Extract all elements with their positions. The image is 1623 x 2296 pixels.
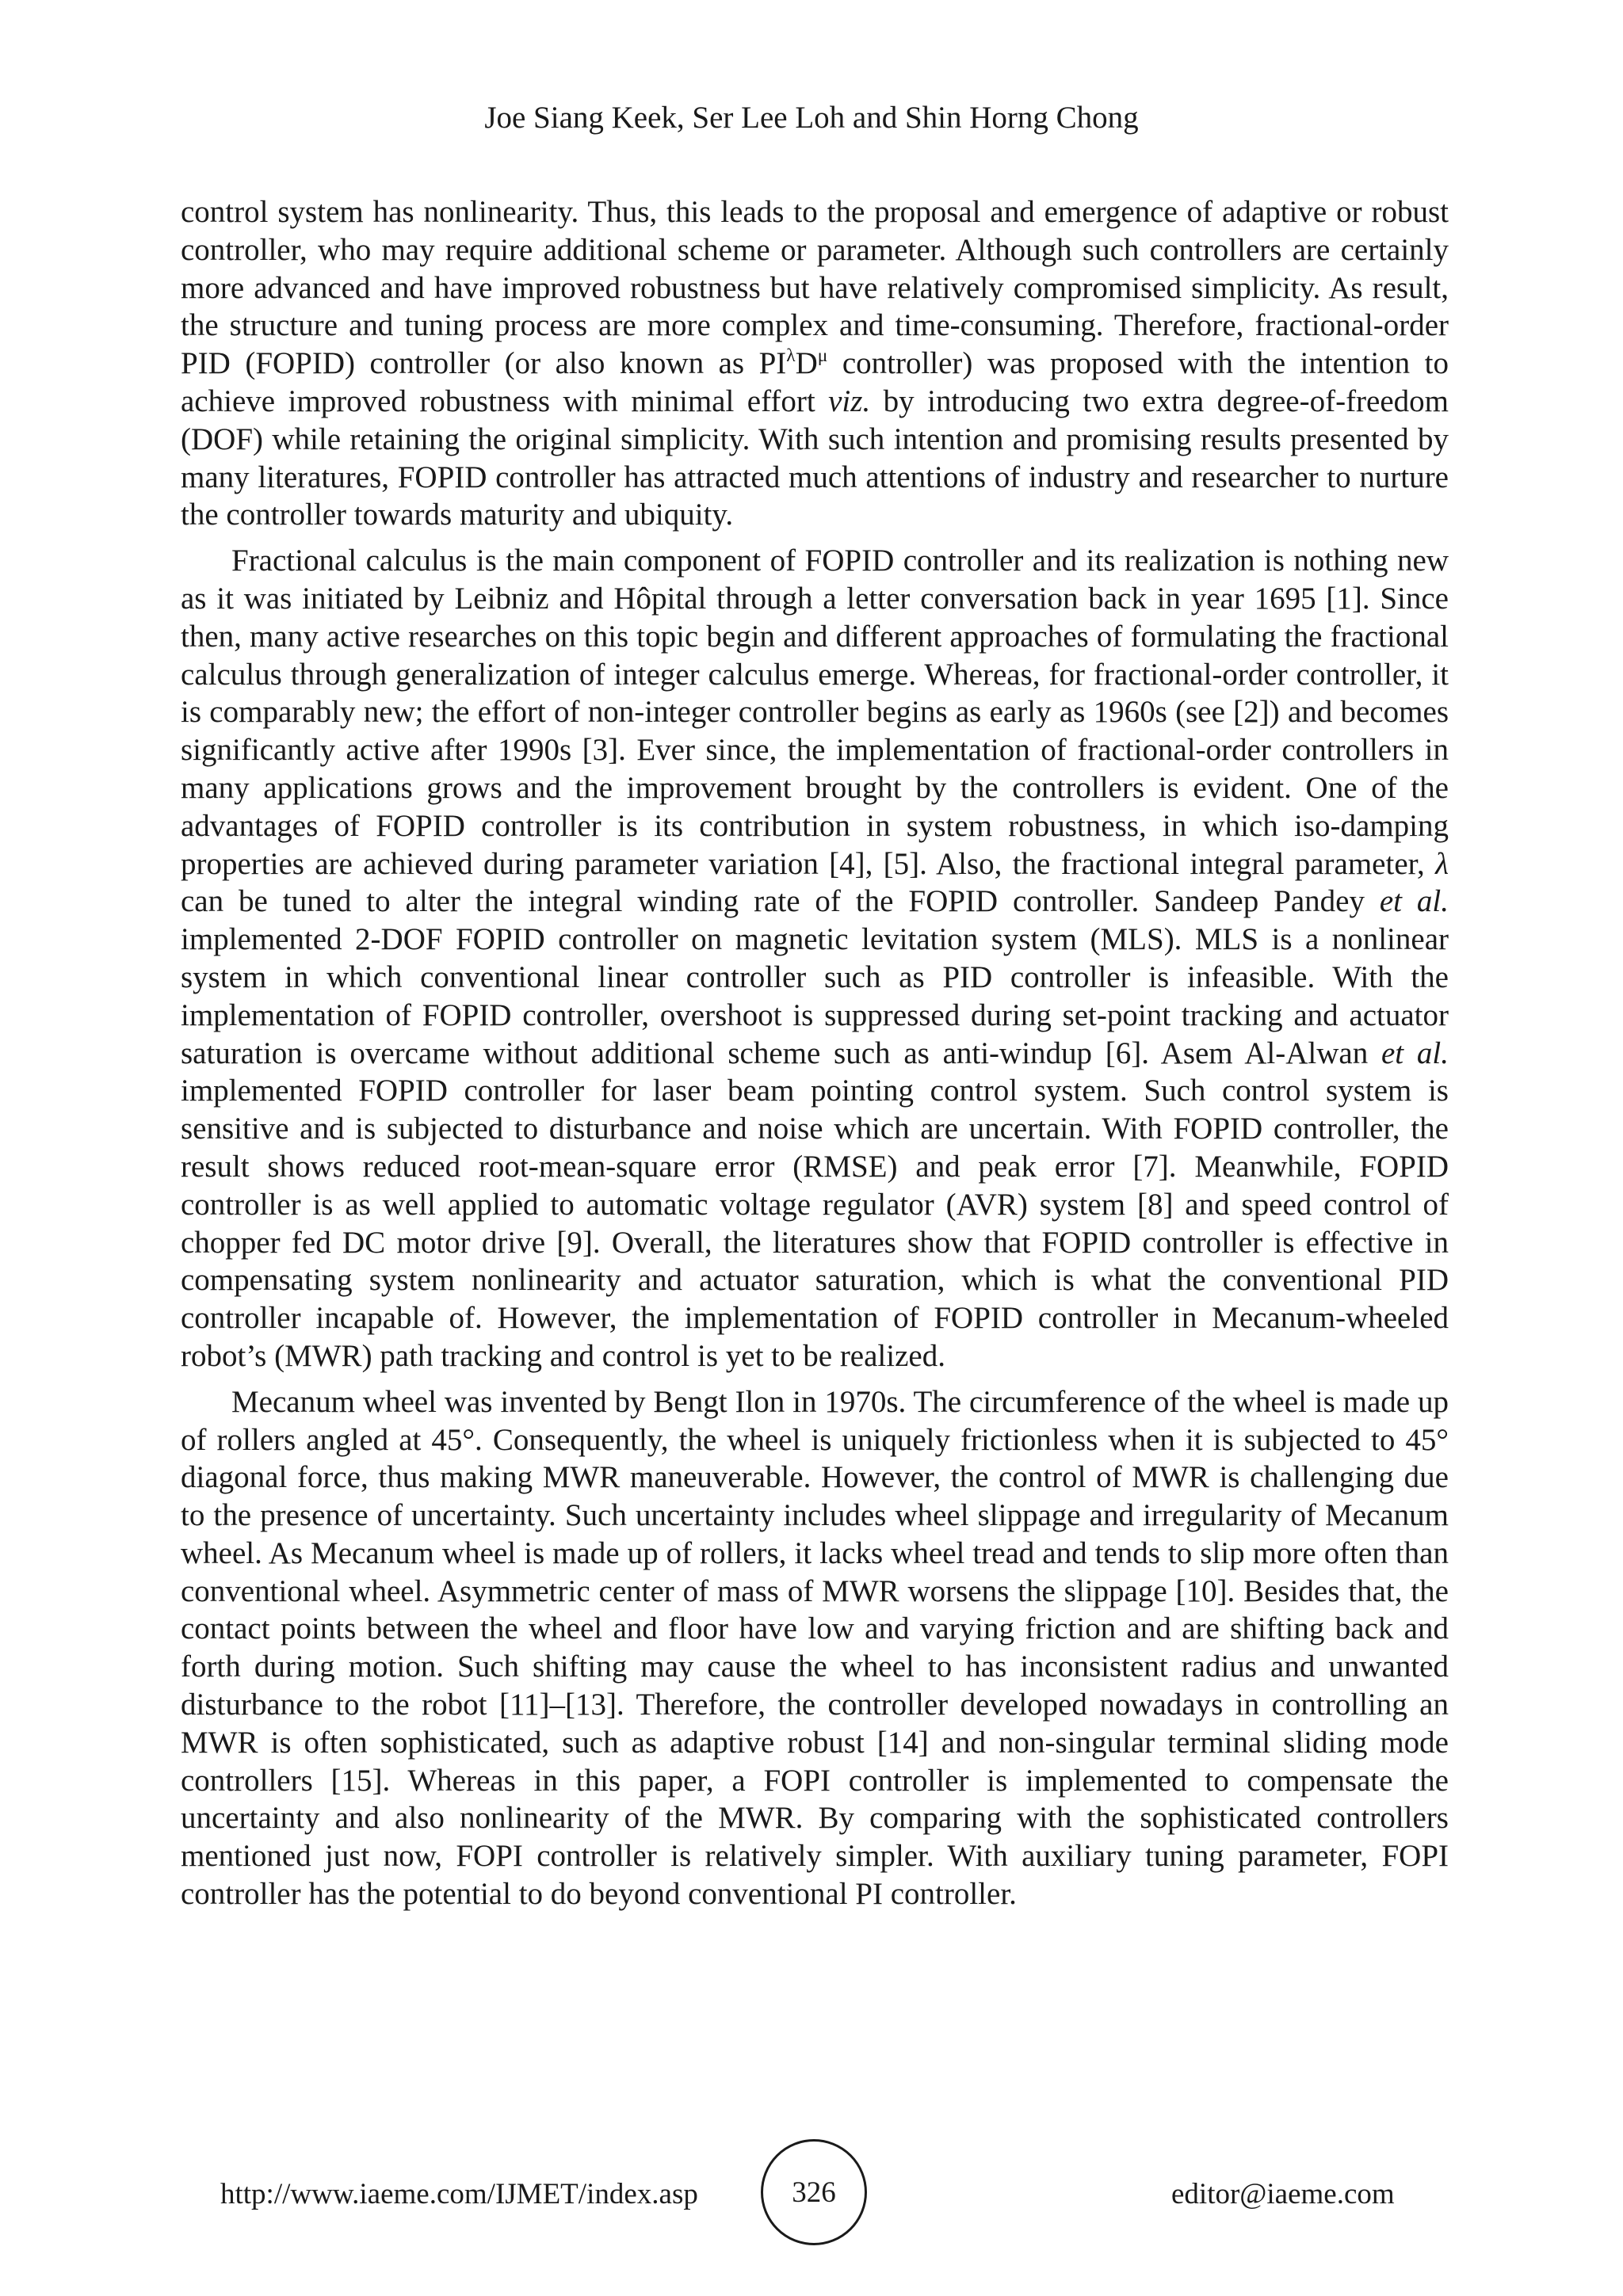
paragraph-1-text-c: by introducing two extra degree-of-freedom (DOF) while retaining the original simplicity. With such intention and promising results presented by many literatures, FOPID controller has attracted much attentions of industry and researcher to nurture the controller towards maturity and ubiquity. — [181, 383, 1449, 532]
footer-url-link[interactable]: http://www.iaeme.com/IJMET/index.asp — [220, 2178, 698, 2210]
d-letter: D — [795, 346, 818, 381]
running-header: Joe Siang Keek, Ser Lee Loh and Shin Horng Chong — [484, 101, 1139, 135]
lambda-symbol: λ — [1435, 846, 1449, 881]
paragraph-2 — [181, 542, 1449, 1375]
et-al-italic-1: et al. — [1379, 884, 1449, 919]
paragraph-2-text-a: Fractional calculus is the main component of FOPID controller and its realization is nothing new as it was initiated by Leibniz and Hôpital through a letter conversation back in year 1695 [1]. Since then, many active researches on this topic begin and different approaches of formulating the fractional calculus through generalization of integer calculus emerge. Whereas, for fractional-order controller, it is comparably new; the effort of non-integer controller begins as early as 1960s (see [2]) and becomes significantly active after 1990s [3]. Ever since, the implementation of fractional-order controllers in many applications grows and the improvement brought by the controllers is evident. One of the advantages of FOPID controller is its contribution in system robustness, in which iso-damping properties are achieved during parameter variation [4], [5]. Also, the fractional integral parameter, — [181, 543, 1449, 881]
paragraph-2-text-c: implemented 2-DOF FOPID controller on magnetic levitation system (MLS). MLS is a nonlinear system in which conventional linear controller such as PID controller is infeasible. With the implementation of FOPID controller, overshoot is suppressed during set-point tracking and actuator saturation is overcame without additional scheme such as anti-windup [6]. Asem Al-Alwan — [181, 922, 1449, 1070]
footer-email-link[interactable]: editor@iaeme.com — [1171, 2178, 1395, 2210]
paragraph-1-text-a: control system has nonlinearity. Thus, this leads to the proposal and emergence of adaptive or robust controller, who may require additional scheme or parameter. Although such controllers are certainly more advanced and have improved robustness but have relatively compromised simplicity. As result, the structure and tuning process are more complex and time-consuming. Therefore, fractional-order PID (FOPID) controller (or also known as PI — [181, 195, 1449, 381]
article-body — [181, 193, 1449, 1921]
page-footer — [0, 2139, 1623, 2250]
et-al-italic-2: et al. — [1381, 1035, 1449, 1070]
lambda-superscript: λ — [786, 345, 796, 366]
page-number: 326 — [792, 2176, 836, 2209]
paragraph-2-text-d: implemented FOPID controller for laser beam pointing control system. Such control system is sensitive and is subjected to disturbance and noise which are uncertain. With FOPID controller, the result shows reduced root-mean-square error (RMSE) and peak error [7]. Meanwhile, FOPID controller is as well applied to automatic voltage regulator (AVR) system [8] and speed control of chopper fed DC motor drive [9]. Overall, the literatures show that FOPID controller is effective in compensating system nonlinearity and actuator saturation, which is what the conventional PID controller incapable of. However, the implementation of FOPID controller in Mecanum-wheeled robot’s (MWR) path tracking and control is yet to be realized. — [181, 1074, 1449, 1373]
viz-italic: viz. — [828, 383, 871, 418]
mu-superscript: μ — [817, 345, 828, 366]
paragraph-3: Mecanum wheel was invented by Bengt Ilon in 1970s. The circumference of the wheel is made up of rollers angled at 45°. Consequently, the wheel is uniquely frictionless when it is subjected to 45° diagonal force, thus making MWR maneuverable. However, the control of MWR is challenging due to the presence of uncertainty. Such uncertainty includes wheel slippage and irregularity of Mecanum wheel. As Mecanum wheel is made up of rollers, it lacks wheel tread and tends to slip more often than conventional wheel. Asymmetric center of mass of MWR worsens the slippage [10]. Besides that, the contact points between the wheel and floor have low and varying friction and are shifting back and forth during motion. Such shifting may cause the wheel to has inconsistent radius and unwanted disturbance to the robot [11]–[13]. Therefore, the controller developed nowadays in controlling an MWR is often sophisticated, such as adaptive robust [14] and non-singular terminal sliding mode controllers [15]. Whereas in this paper, a FOPI controller is implemented to compensate the uncertainty and also nonlinearity of the MWR. By comparing with the sophisticated controllers mentioned just now, FOPI controller is relatively simpler. With auxiliary tuning parameter, FOPI controller has the potential to do beyond conventional PI controller. — [181, 1384, 1449, 1912]
page-number-circle — [761, 2139, 867, 2245]
paragraph-1 — [181, 193, 1449, 534]
paragraph-2-text-b: can be tuned to alter the integral winding rate of the FOPID controller. Sandeep Pandey — [181, 884, 1380, 919]
paragraph-1-text-b: controller) was proposed with the intention to achieve improved robustness with minimal effort — [181, 346, 1449, 418]
